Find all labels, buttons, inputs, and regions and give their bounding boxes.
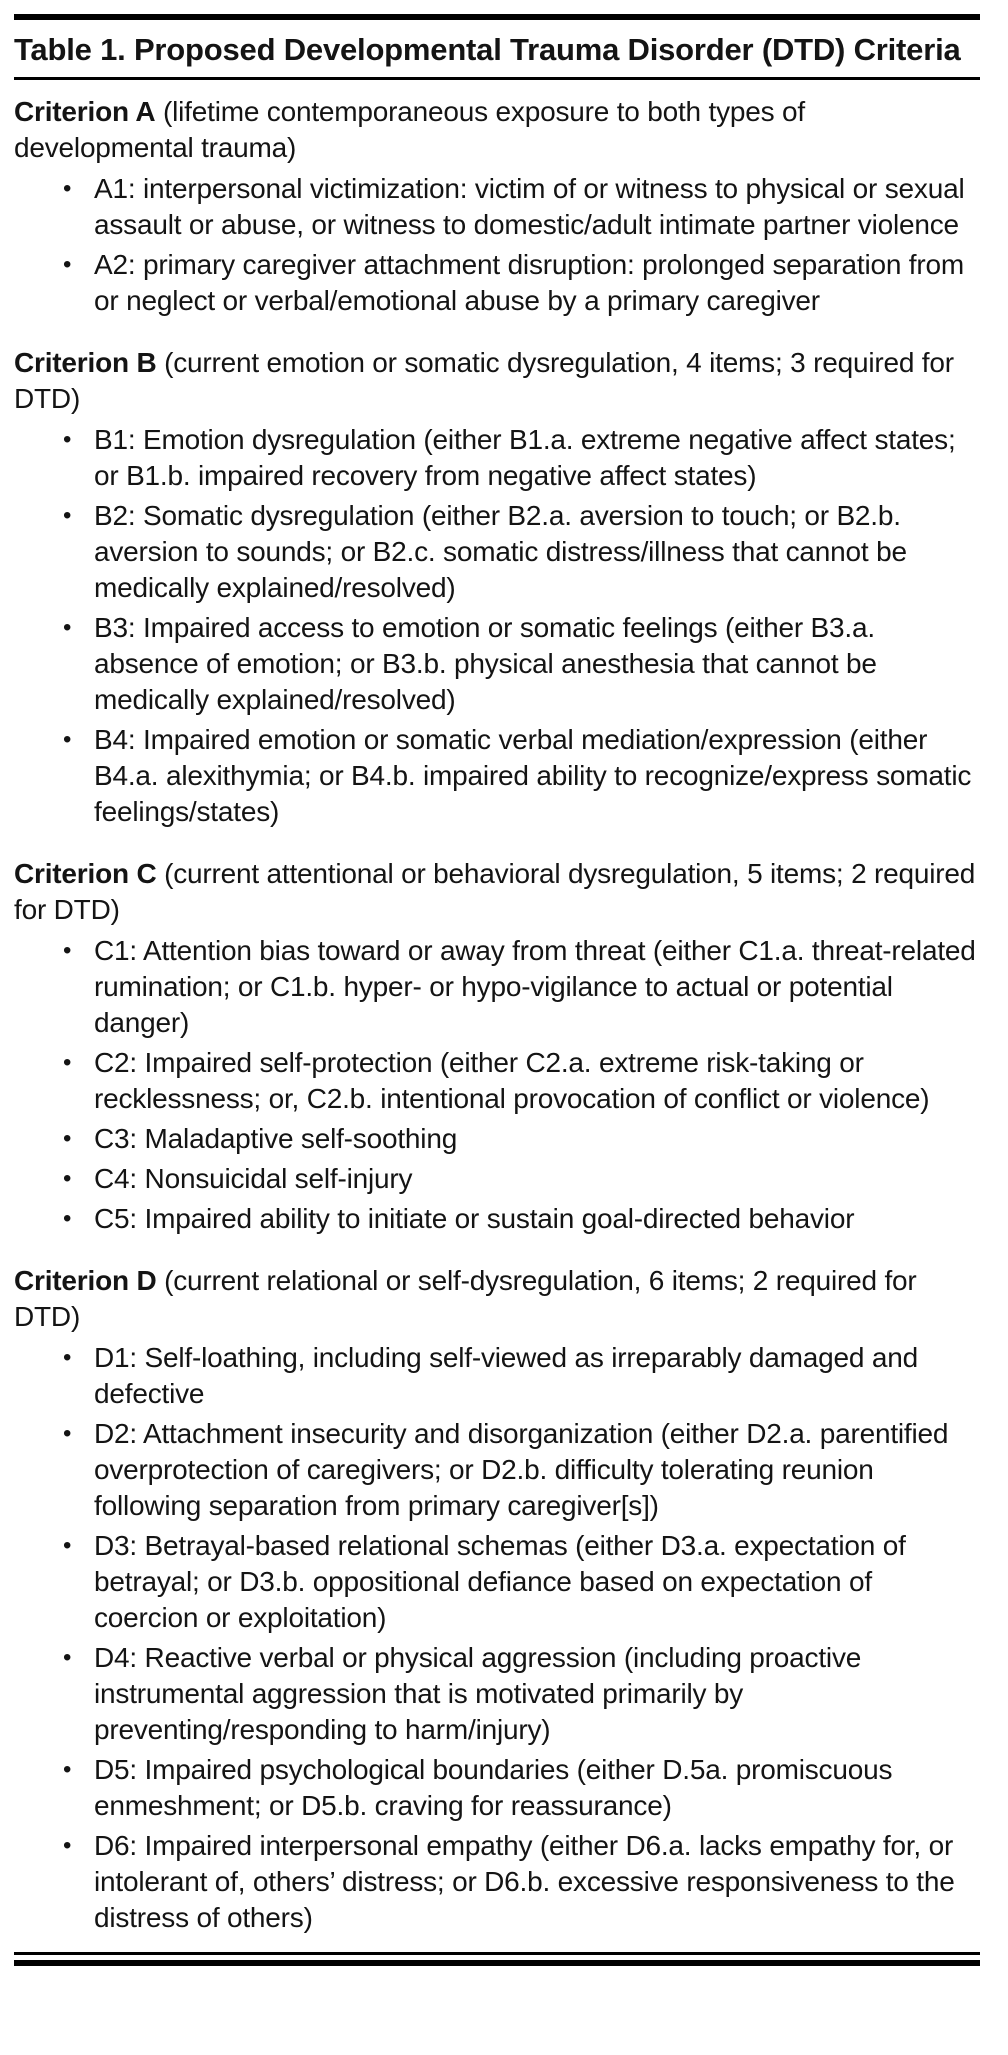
criterion-description: (current attentional or behavioral dysregulation, 5 items; 2 required for DTD)	[14, 858, 976, 925]
criterion-item: • B1: Emotion dysregulation (either B1.a. extreme negative affect states; or B1.b. impaired recovery from negative affect states)	[94, 422, 980, 494]
criterion-items	[14, 422, 980, 830]
criterion-label: Criterion A	[14, 96, 156, 127]
criterion-section	[14, 856, 980, 1237]
bottom-thick-rule	[14, 1960, 980, 1966]
criterion-label: Criterion D	[14, 1265, 157, 1296]
criterion-item: • C3: Maladaptive self-soothing	[94, 1121, 980, 1157]
criterion-item: • C2: Impaired self-protection (either C2.a. extreme risk-taking or recklessness; or, C2.b. intentional provocation of conflict or violence)	[94, 1045, 980, 1117]
criterion-item: • B3: Impaired access to emotion or somatic feelings (either B3.a. absence of emotion; or B3.b. physical anesthesia that cannot be medically explained/resolved)	[94, 610, 980, 718]
criterion-item: • B4: Impaired emotion or somatic verbal mediation/expression (either B4.a. alexithymia; or B4.b. impaired ability to recognize/express somatic feelings/states)	[94, 722, 980, 830]
criterion-heading	[14, 856, 980, 928]
table-title: Table 1. Proposed Developmental Trauma Disorder (DTD) Criteria	[14, 32, 961, 67]
criterion-item: • C1: Attention bias toward or away from threat (either C1.a. threat-related rumination; or C1.b. hyper- or hypo-vigilance to actual or potential danger)	[94, 933, 980, 1041]
criterion-item: • D4: Reactive verbal or physical aggression (including proactive instrumental aggression that is motivated primarily by preventing/responding to harm/injury)	[94, 1640, 980, 1748]
criterion-label: Criterion C	[14, 858, 157, 889]
criterion-item: • A2: primary caregiver attachment disruption: prolonged separation from or neglect or verbal/emotional abuse by a primary caregiver	[94, 247, 980, 319]
criterion-label: Criterion B	[14, 347, 157, 378]
criterion-item: • D6: Impaired interpersonal empathy (either D6.a. lacks empathy for, or intolerant of, others’ distress; or D6.b. excessive responsiveness to the distress of others)	[94, 1828, 980, 1936]
title-rule	[14, 77, 980, 80]
criterion-description: (current emotion or somatic dysregulation, 4 items; 3 required for DTD)	[14, 347, 954, 414]
criterion-item: • C4: Nonsuicidal self-injury	[94, 1161, 980, 1197]
criteria-sections	[14, 94, 980, 1936]
criterion-section	[14, 1263, 980, 1936]
criterion-heading	[14, 94, 980, 166]
criterion-heading	[14, 345, 980, 417]
criterion-heading	[14, 1263, 980, 1335]
criterion-item: • B2: Somatic dysregulation (either B2.a. aversion to touch; or B2.b. aversion to sounds; or B2.c. somatic distress/illness that cannot be medically explained/resolved)	[94, 498, 980, 606]
criterion-section	[14, 94, 980, 319]
criterion-description: (current relational or self-dysregulation, 6 items; 2 required for DTD)	[14, 1265, 917, 1332]
criterion-section	[14, 345, 980, 830]
top-rule	[14, 14, 980, 20]
criterion-items	[14, 1340, 980, 1936]
criterion-items	[14, 933, 980, 1237]
criterion-description: (lifetime contemporaneous exposure to both types of developmental trauma)	[14, 96, 805, 163]
criterion-item: • D2: Attachment insecurity and disorganization (either D2.a. parentified overprotection of caregivers; or D2.b. difficulty tolerating reunion following separation from primary caregiver[s])	[94, 1416, 980, 1524]
criterion-items	[14, 171, 980, 319]
criterion-item: • D5: Impaired psychological boundaries (either D.5a. promiscuous enmeshment; or D5.b. craving for reassurance)	[94, 1752, 980, 1824]
criterion-item: • D1: Self-loathing, including self-viewed as irreparably damaged and defective	[94, 1340, 980, 1412]
criterion-item: • C5: Impaired ability to initiate or sustain goal-directed behavior	[94, 1201, 980, 1237]
criterion-item: • D3: Betrayal-based relational schemas (either D3.a. expectation of betrayal; or D3.b. oppositional defiance based on expectation of coercion or exploitation)	[94, 1528, 980, 1636]
criterion-item: • A1: interpersonal victimization: victim of or witness to physical or sexual assault or abuse, or witness to domestic/adult intimate partner violence	[94, 171, 980, 243]
bottom-thin-rule	[14, 1952, 980, 1955]
